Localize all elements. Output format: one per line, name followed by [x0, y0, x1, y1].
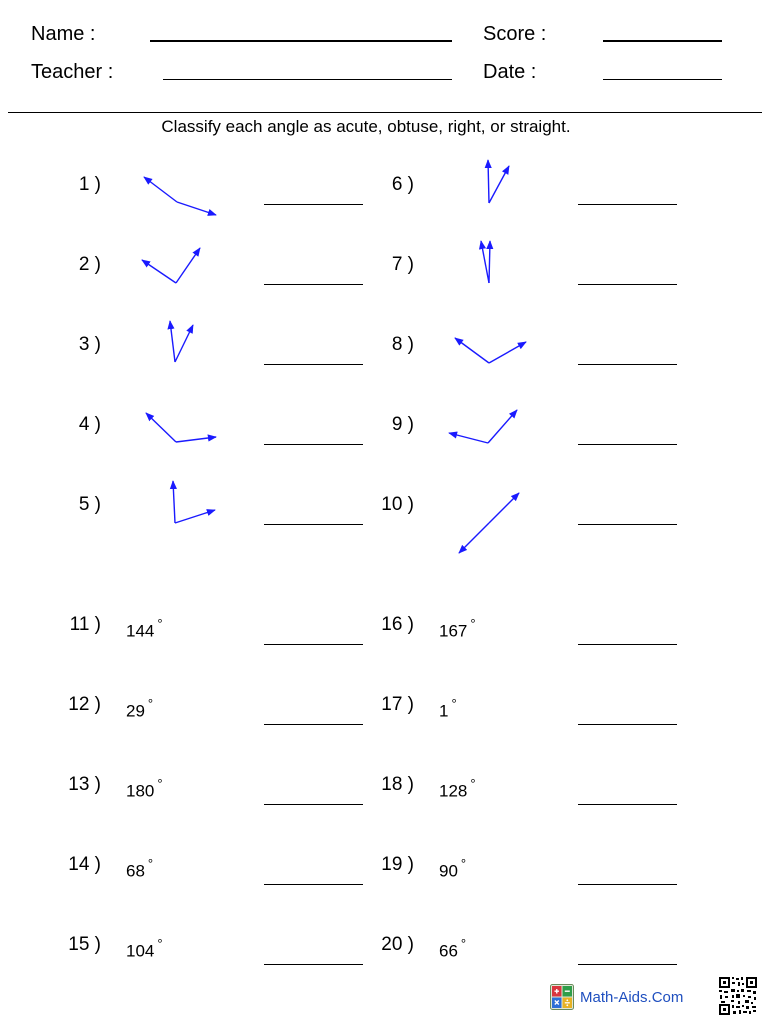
angle-measure-11: 144 °: [126, 616, 163, 641]
problem-number-13: 13 ): [68, 774, 101, 795]
angle-figure-5: [173, 481, 215, 523]
angle-figure-8: [455, 338, 526, 363]
problem-number-12: 12 ): [68, 694, 101, 715]
angle-figure-10: [459, 493, 519, 553]
answer-line-19[interactable]: [578, 884, 677, 885]
answer-line-18[interactable]: [578, 804, 677, 805]
footer-brand[interactable]: [550, 984, 683, 1010]
answer-line-17[interactable]: [578, 724, 677, 725]
problem-number-9: 9 ): [391, 414, 414, 435]
angle-measure-19: 90 °: [439, 856, 467, 881]
angle-measure-17: 1 °: [439, 696, 457, 721]
problem-number-20: 20 ): [381, 934, 414, 955]
problem-number-10: 10 ): [381, 494, 414, 515]
problem-number-3: 3 ): [78, 334, 101, 355]
problem-number-17: 17 ): [381, 694, 414, 715]
problem-number-2: 2 ): [78, 254, 101, 275]
angle-figure-9: [449, 410, 517, 443]
teacher-label: Teacher :: [31, 61, 114, 83]
brand-link[interactable]: Math-Aids.Com: [580, 988, 684, 1006]
angle-figure-6: [488, 160, 509, 203]
problem-number-15: 15 ): [68, 934, 101, 955]
problem-number-18: 18 ): [381, 774, 414, 795]
problem-number-16: 16 ): [381, 614, 414, 635]
angle-measure-20: 66 °: [439, 936, 467, 961]
qr-code-icon: [718, 976, 758, 1016]
date-label: Date :: [483, 61, 537, 83]
angle-measure-12: 29 °: [126, 696, 154, 721]
problem-number-4: 4 ): [78, 414, 101, 435]
angle-figure-7: [481, 241, 490, 283]
answer-line-13[interactable]: [264, 804, 363, 805]
answer-line-14[interactable]: [264, 884, 363, 885]
problem-number-11: 11 ): [69, 614, 101, 635]
instructions: Classify each angle as acute, obtuse, right, or straight.: [161, 117, 571, 136]
angle-figure-2: [142, 248, 200, 283]
answer-line-16[interactable]: [578, 644, 677, 645]
problem-number-1: 1 ): [78, 174, 101, 195]
problem-number-6: 6 ): [391, 174, 414, 195]
answer-line-20[interactable]: [578, 964, 677, 965]
answer-line-15[interactable]: [264, 964, 363, 965]
calculator-icon: [550, 984, 574, 1010]
problem-number-5: 5 ): [78, 494, 101, 515]
problem-number-19: 19 ): [381, 854, 414, 875]
angle-measure-14: 68 °: [126, 856, 154, 881]
angle-figure-3: [170, 321, 193, 362]
name-label: Name :: [31, 23, 96, 45]
angle-measure-15: 104 °: [126, 936, 163, 961]
problem-number-7: 7 ): [391, 254, 414, 275]
angle-measure-13: 180 °: [126, 776, 163, 801]
angle-measure-18: 128 °: [439, 776, 476, 801]
problem-number-14: 14 ): [68, 854, 101, 875]
answer-line-11[interactable]: [264, 644, 363, 645]
answer-line-12[interactable]: [264, 724, 363, 725]
problem-number-8: 8 ): [391, 334, 414, 355]
angle-figure-4: [146, 413, 216, 442]
angle-figure-1: [144, 177, 216, 215]
angle-measure-16: 167 °: [439, 616, 476, 641]
score-label: Score :: [483, 23, 547, 45]
